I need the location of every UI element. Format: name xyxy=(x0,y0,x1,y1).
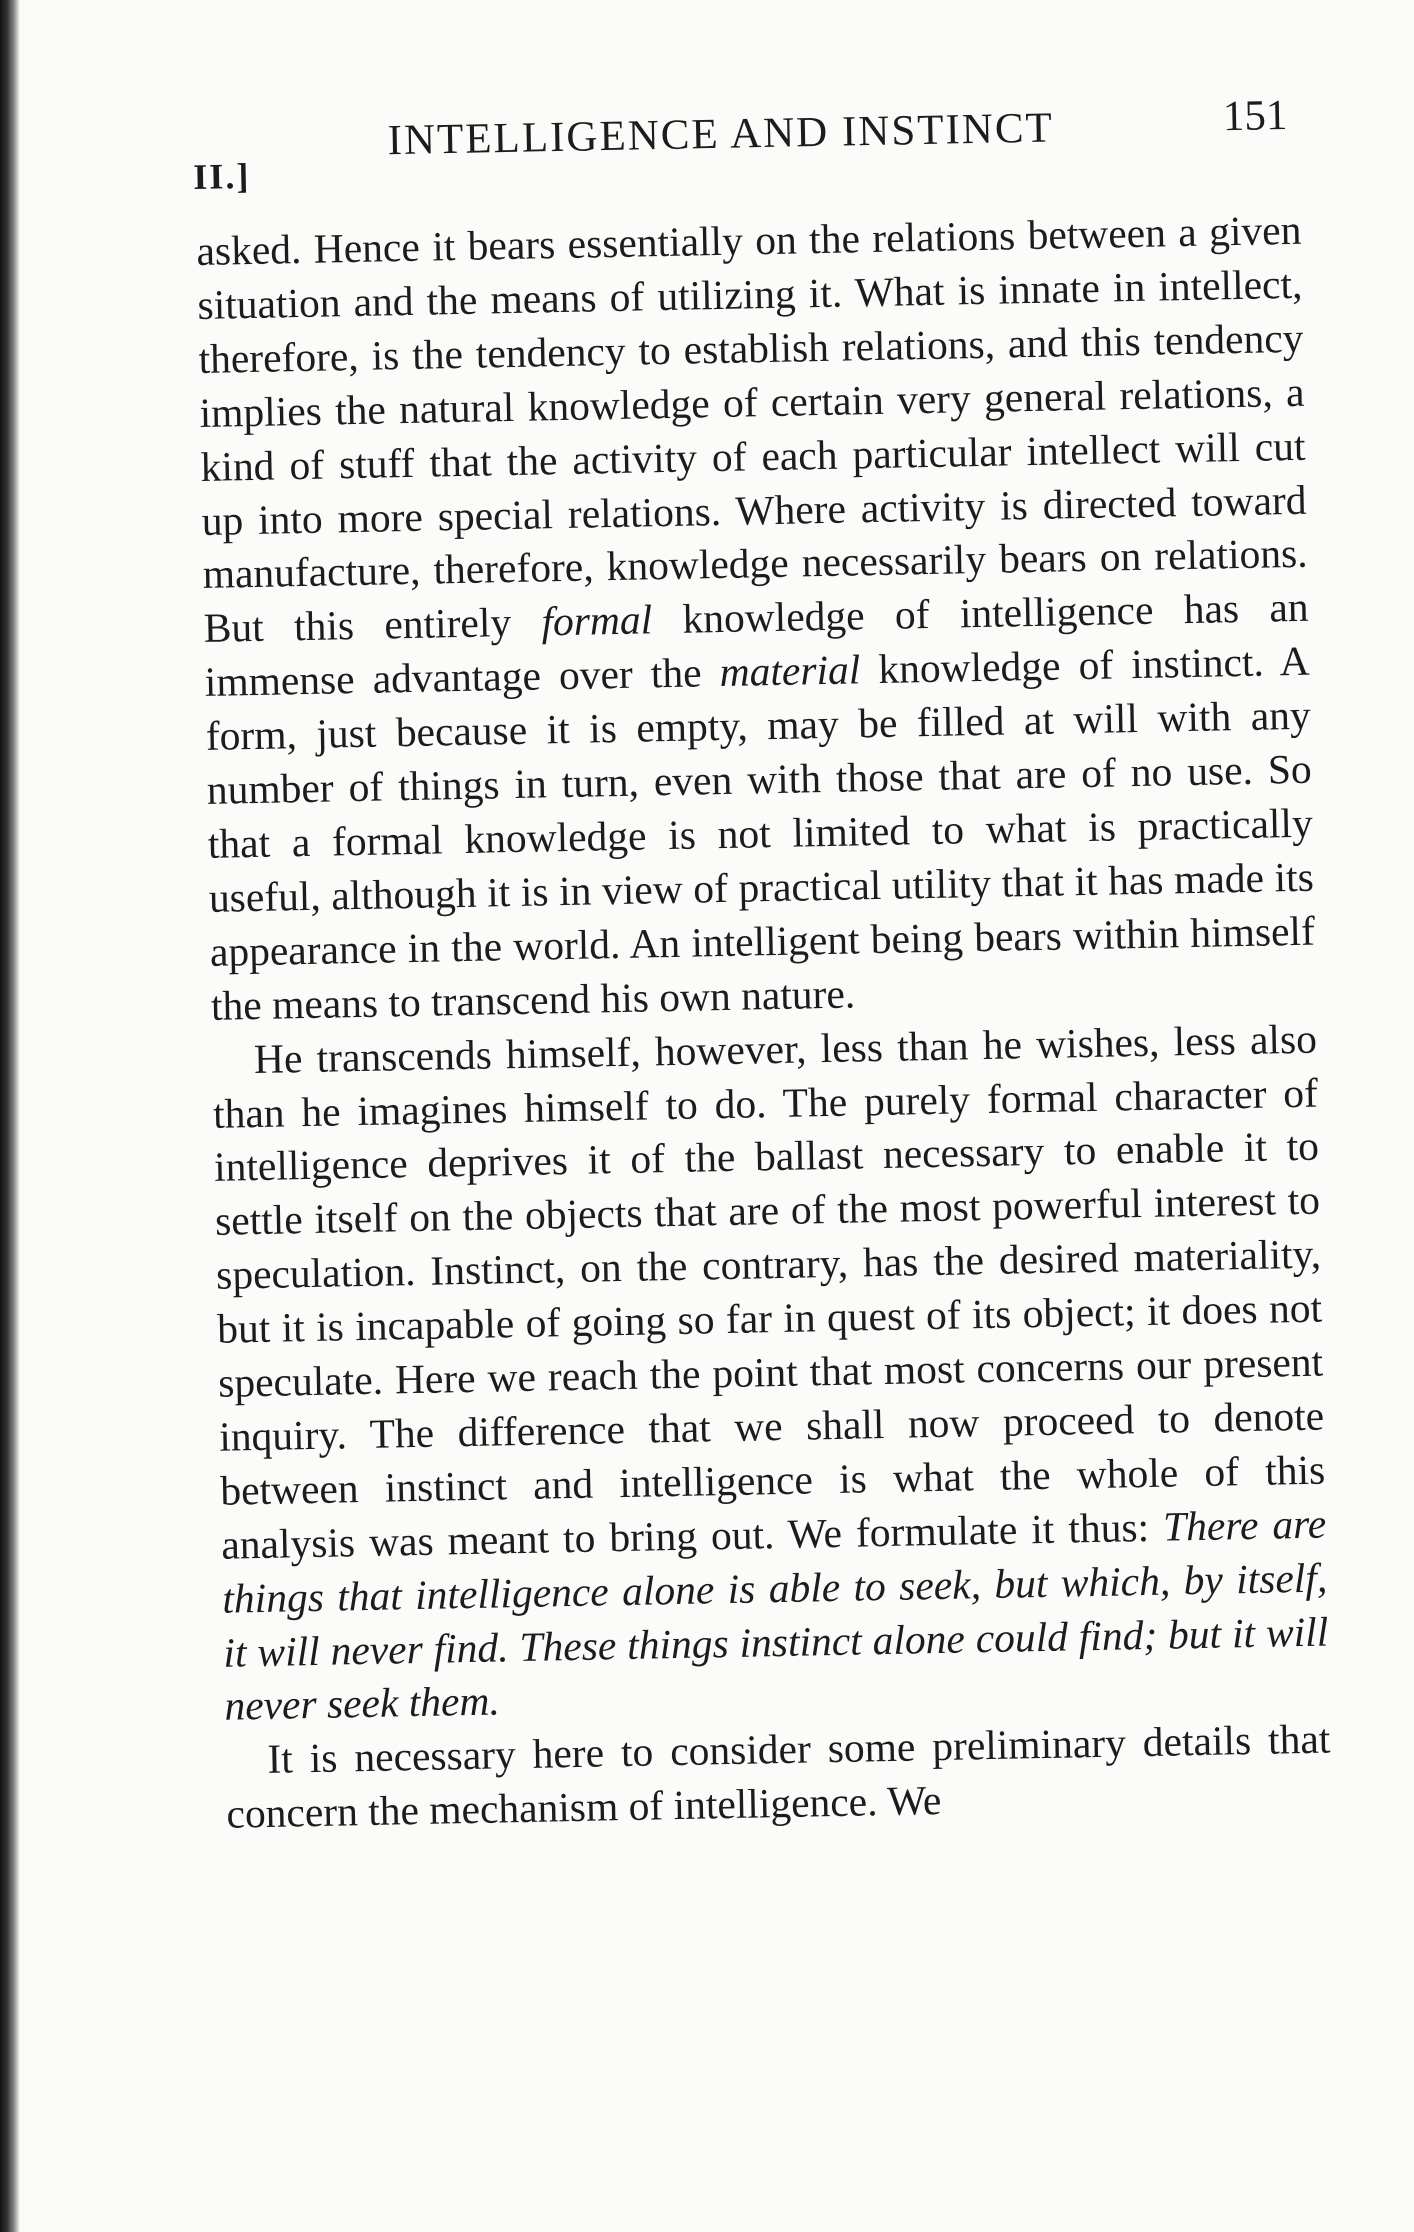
page-header xyxy=(192,87,1288,197)
paragraph-3 xyxy=(225,1713,1332,1842)
body-text xyxy=(196,204,1332,1842)
text-span: He transcends himself, however, less than he wishes, less also than he imagines himself to do. The purely formal character of intelligence deprives it of the ballast necessary to enable it to settle itself on the objects that are of the most powerful interest to speculation. Instinct, on the contrary, has the desired materiality, but it is incapable of going so far in quest of its object; it does not speculate. Here we reach the point that most concerns our present inquiry. The difference that we shall now proceed to denote between instinct and intelligence is what the whole of this analysis was meant to bring out. We formulate it thus: xyxy=(212,1015,1326,1568)
italic-span: There are things that intelligence alone is able to seek, but which, by itself, it will never find. These things instinct alone could find; but it will never seek them. xyxy=(221,1500,1329,1730)
text-span: knowledge of instinct. A form, just because it is empty, may be filled at will with any number of things in turn, even with those that are of no use. So that a formal knowledge is not limited to what is practically useful, although it is in view of practical utility that it has made its appearance in the world. An intelligent being bears within himself the means to transcend his own nature. xyxy=(205,637,1316,1029)
italic-span: material xyxy=(719,646,861,696)
page-number: 151 xyxy=(1222,91,1288,141)
paragraph-1 xyxy=(196,204,1316,1034)
binding-shadow xyxy=(0,0,20,2232)
italic-span: formal xyxy=(541,596,653,645)
paragraph-2 xyxy=(212,1012,1330,1734)
text-span: knowledge of intelligence has an immense advantage over the xyxy=(204,584,1309,706)
text-span: asked. Hence it bears essentially on the relations between a given situation and the means of utilizing it. What is innate in intellect, therefore, is the tendency to establish relations, and this tendency implies the natural knowledge of certain very general relations, a kind of stuff that the activity of each particular intellect will cut up into more special relations. Where activity is directed toward manufacture, therefore, knowledge necessarily bears on relations. But this entirely xyxy=(196,206,1308,652)
section-marker: II.] xyxy=(192,155,251,197)
text-span: It is necessary here to consider some preliminary details that concern the mechanism of intelligence. We xyxy=(226,1715,1331,1837)
running-title: INTELLIGENCE AND INSTINCT xyxy=(387,104,1055,165)
